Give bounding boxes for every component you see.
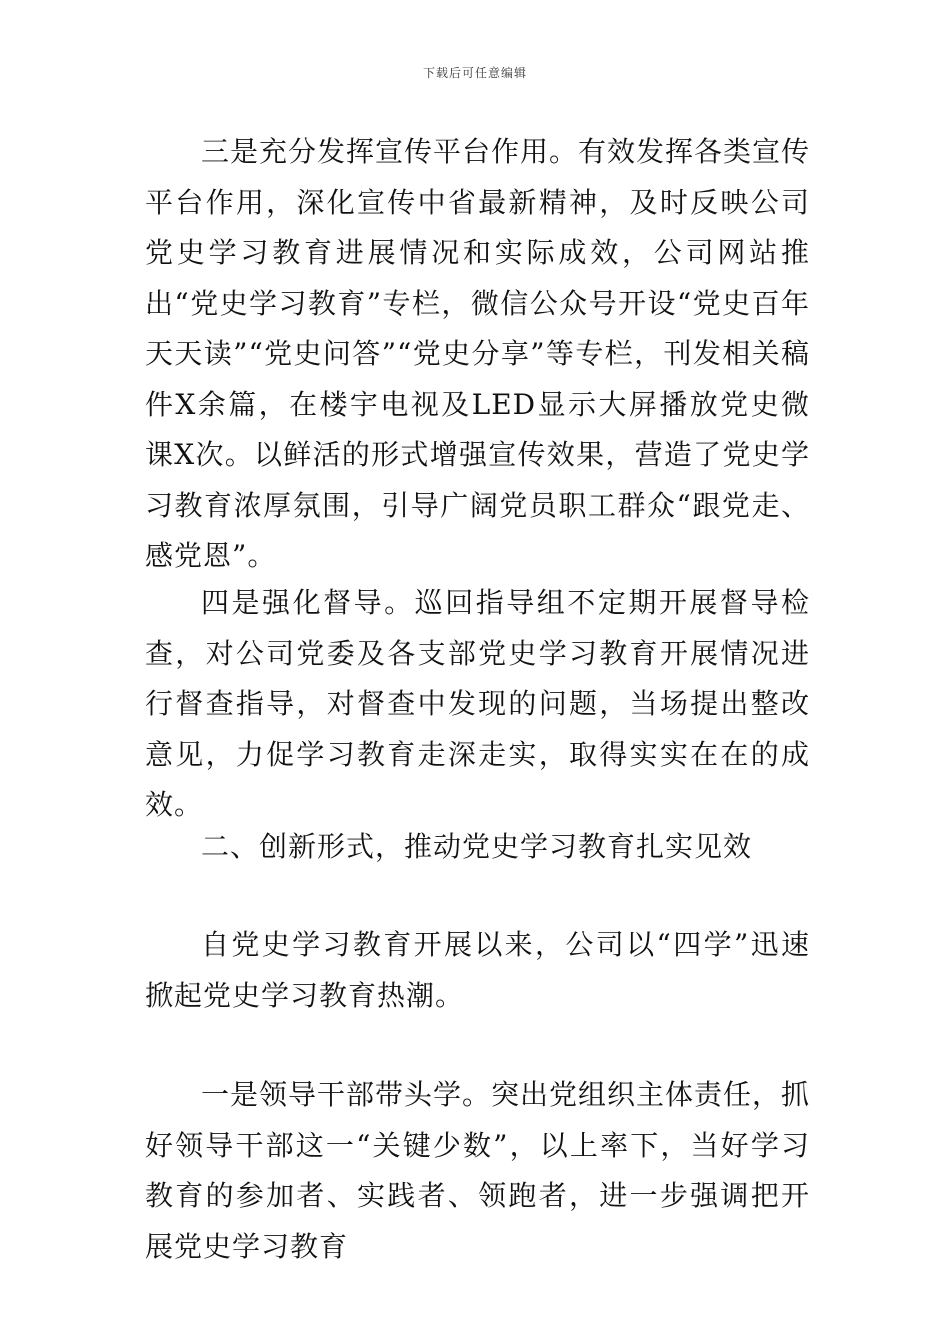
page-header: 下载后可任意编辑 [422,66,527,80]
paragraph-supervision: 四是强化督导。巡回指导组不定期开展督导检查，对公司党委及各支部党史学习教育开展情况进行督查指导，对督查中发现的问题，当场提出整改意见，力促学习教育走深走实，取得实实在在的成效。 [145,586,810,821]
paragraph-publicity-platform: 三是充分发挥宣传平台作用。有效发挥各类宣传平台作用，深化宣传中省最新精神，及时反映公司党史学习教育进展情况和实际成效，公司网站推出“党史学习教育”专栏，微信公众号开设“党史百年天天读”“党史问答”“党史分享”等专栏，刊发相关稿件X余篇，在楼宇电视及LED显示大屏播放党史微课X次。以鲜活的形式增强宣传效果，营造了党史学习教育浓厚氛围，引导广阔党员职工群众“跟党走、感党恩”。 [145,135,811,572]
paragraph-leaders-study: 一是领导干部带头学。突出党组织主体责任，抓好领导干部这一“关键少数”，以上率下，当好学习教育的参加者、实践者、领跑者，进一步强调把开展党史学习教育 [145,1078,811,1263]
paragraph-four-studies-intro: 自党史学习教育开展以来，公司以“四学”迅速掀起党史学习教育热潮。 [145,928,810,1012]
section-heading-innovation: 二、创新形式，推动党史学习教育扎实见效 [201,830,753,863]
